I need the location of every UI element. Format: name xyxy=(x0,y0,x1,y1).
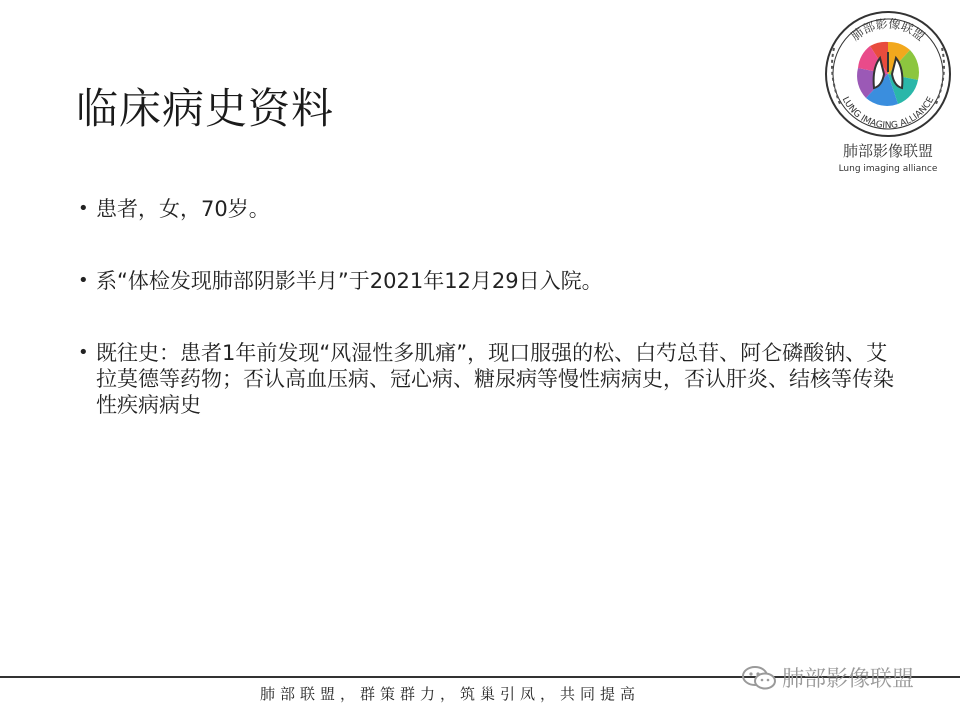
svg-text:肺部影像联盟 xyxy=(848,16,927,44)
bullet-item-patient: • 患者，女，70岁。 xyxy=(78,196,270,222)
logo-name-en: Lung imaging alliance xyxy=(838,164,938,174)
logo-name-cn: 肺部影像联盟 xyxy=(842,142,934,160)
watermark xyxy=(742,662,914,693)
lung-alliance-logo xyxy=(820,8,956,178)
logo-arc-text-en: LUNG IMAGING ALLIANCE xyxy=(839,95,937,131)
bullet-item-admission: • 系“体检发现肺部阴影半月”于2021年12月29日入院。 xyxy=(78,268,603,294)
lung-icon xyxy=(857,42,919,106)
slide-title: 临床病史资料 xyxy=(76,84,335,133)
watermark-text: 肺部影像联盟 xyxy=(782,667,915,692)
bullet-item-history: • 既往史：患者1年前发现“风湿性多肌痛”，现口服强的松、白芍总苷、阿仑磷酸钠、艾拉莫德等药物；否认高血压病、冠心病、糖尿病等慢性病病史，否认肝炎、结核等传染性疾病病史 xyxy=(78,340,896,418)
wechat-icon xyxy=(742,665,776,691)
logo-arc-text: 肺部影像联盟 xyxy=(848,16,928,44)
footer-slogan: 肺部联盟，群策群力，筑巢引凤，共同提高 xyxy=(260,685,641,703)
